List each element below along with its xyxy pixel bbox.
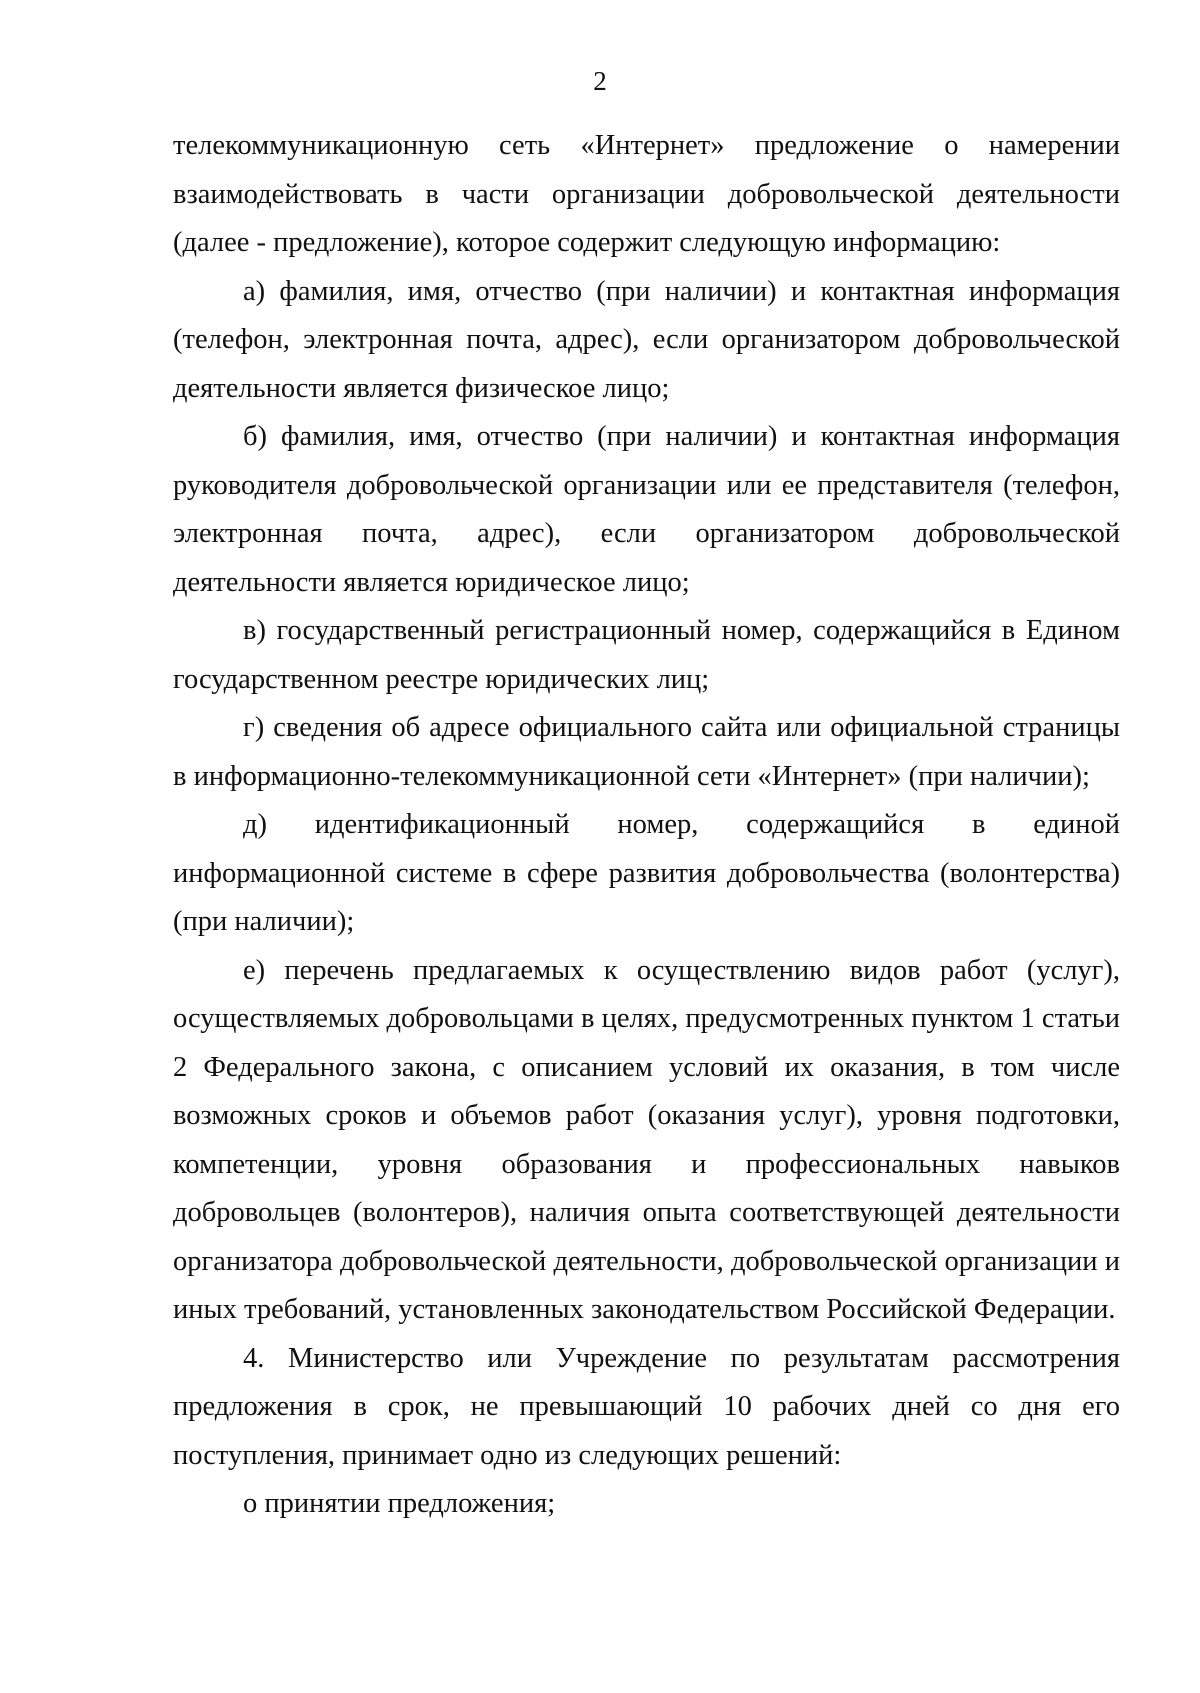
list-item-e: е) перечень предлагаемых к осуществлению видов работ (услуг), осуществляемых добровольцами в целях, предусмотренных пунктом 1 статьи 2 Федерального закона, с описанием условий их оказания, в том числе возможных сроков и объемов работ (оказания услуг), уровня подготовки, компетенции, уровня образования и профессиональных навыков добровольцев (волонтеров), наличия опыта соответствующей деятельности организатора добровольческой деятельности, добровольческой организации и иных требований, установленных законодательством Российской Федерации.	[173, 954, 1120, 1325]
document-body	[173, 122, 1120, 1529]
list-item-d: д) идентификационный номер, содержащийся в единой информационной системе в сфере развития добровольчества (волонтерства) (при наличии);	[173, 809, 1120, 937]
paragraph-continuation: телекоммуникационную сеть «Интернет» предложение о намерении взаимодействовать в части организации добровольческой деятельности (далее - предложение), которое содержит следующую информацию:	[173, 130, 1120, 258]
list-item-a: а) фамилия, имя, отчество (при наличии) и контактная информация (телефон, электронная почта, адрес), если организатором добровольческой деятельности является физическое лицо;	[173, 275, 1120, 404]
section-4-paragraph: 4. Министерство или Учреждение по результатам рассмотрения предложения в срок, не превышающий 10 рабочих дней со дня его поступления, принимает одно из следующих решений:	[173, 1342, 1120, 1471]
list-item-b: б) фамилия, имя, отчество (при наличии) и контактная информация руководителя добровольческой организации или ее представителя (телефон, электронная почта, адрес), если организатором добровольческой деятельности является юридическое лицо;	[173, 421, 1120, 598]
list-item-g: г) сведения об адресе официального сайта или официальной страницы в информационно-телекоммуникационной сети «Интернет» (при наличии);	[173, 712, 1120, 792]
list-item-v: в) государственный регистрационный номер, содержащийся в Едином государственном реестре юридических лиц;	[173, 615, 1120, 695]
decision-option-accept: о принятии предложения;	[243, 1488, 556, 1519]
page-number: 2	[593, 66, 607, 96]
